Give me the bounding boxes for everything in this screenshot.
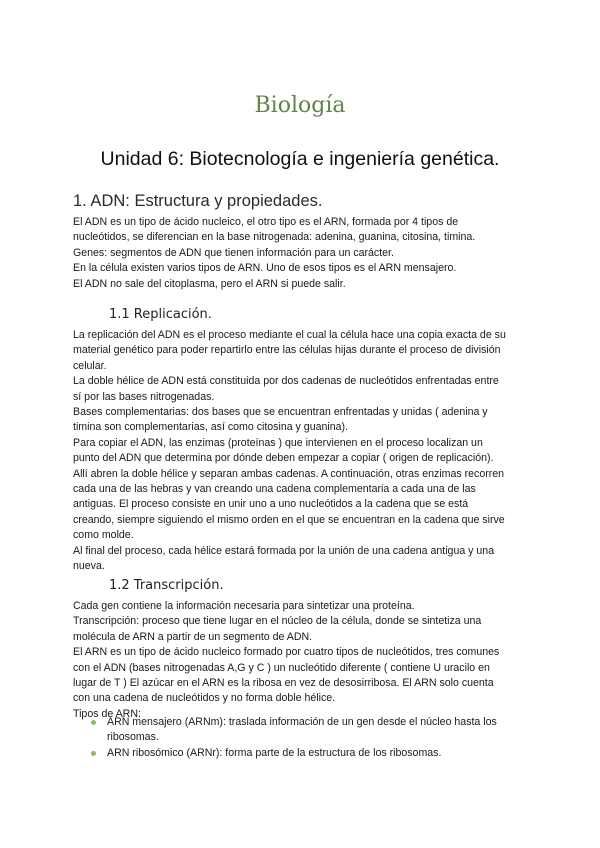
text-line: El ADN no sale del citoplasma, pero el ARN si puede salir. [73, 277, 346, 290]
text-line: ARN mensajero (ARNm): traslada información de un gen desde el núcleo hasta los [107, 716, 497, 728]
text-line: ARN ribosómico (ARNr): forma parte de la estructura de los ribosomas. [107, 746, 442, 759]
text-line: El ADN es un tipo de ácido nucleico, el otro tipo es el ARN, formada por 4 tipos de [73, 216, 459, 228]
text-line: lugar de T ) El azúcar en el ARN es la ribosa en vez de desosirribosa. El ARN solo cuenta [73, 677, 494, 690]
text-line: Transcripción: proceso que tiene lugar en el núcleo de la célula, donde se sintetiza una [73, 615, 482, 628]
list-item [91, 715, 531, 746]
section-heading-transcripcion: 1.2 Transcripción. [109, 578, 224, 593]
text-line: con el ADN (bases nitrogenadas A,G y C ) un nucleótido diferente ( contiene U uracilo en [73, 661, 490, 674]
text-line: Al final del proceso, cada hélice estará formada por la unión de una cadena antigua y una [73, 544, 495, 557]
text-line: creando, siempre siguiendo el mismo orden en el que se encuentran en la cadena que sirve [73, 513, 505, 526]
section-heading-adn: 1. ADN: Estructura y propiedades. [73, 192, 323, 210]
bullet-dot-icon [91, 751, 96, 756]
text-line: sí por las bases nitrogenadas. [73, 390, 215, 403]
text-line: antiguas. El proceso consiste en unir uno a uno nucleótidos a la cadena que se está [73, 498, 469, 511]
text-line: celular. [73, 359, 107, 372]
arn-types-list [91, 715, 531, 761]
bullet-dot-icon [91, 720, 96, 725]
text-line: nucleótidos, se diferencian en la base nitrogenada: adenina, guanina, citosina, timina. [73, 231, 476, 244]
unit-title: Unidad 6: Biotecnología e ingeniería genética. [100, 148, 500, 170]
text-line: timina son complementarias, así como citosina y guanina). [73, 421, 348, 434]
text-line: molécula de ARN a partir de un segmento de ADN. [73, 630, 313, 643]
section-adn-paragraph [73, 215, 543, 292]
list-item [91, 746, 531, 761]
text-line: Para copiar el ADN, las enzimas (proteínas ) que intervienen en el proceso localizan un [73, 436, 483, 449]
text-line: En la célula existen varios tipos de ARN. Uno de esos tipos es el ARN mensajero. [73, 262, 457, 275]
text-line: Allí abren la doble hélice y separan ambas cadenas. A continuación, otras enzimas recorren [73, 467, 505, 480]
text-line: material genético para poder repartirlo entre las células hijas durante el proceso de división [73, 344, 501, 357]
text-line: ribosomas. [107, 731, 159, 744]
text-line: punto del ADN que determina por dónde deben empezar a copiar ( origen de replicación). [73, 452, 494, 465]
section-heading-replicacion: 1.1 Replicación. [109, 307, 212, 322]
text-line: cada una de las hebras y van creando una cadena complementaria a cada una de las [73, 483, 476, 496]
text-line: como molde. [73, 529, 134, 542]
document-title: Biología [254, 93, 346, 118]
text-line: nueva. [73, 560, 105, 573]
text-line: Genes: segmentos de ADN que tienen información para un carácter. [73, 246, 394, 259]
section-replicacion-paragraph [73, 328, 543, 575]
text-line: La replicación del ADN es el proceso mediante el cual la célula hace una copia exacta de su [73, 329, 506, 341]
text-line: Bases complementarias: dos bases que se encuentran enfrentadas y unidas ( adenina y [73, 406, 488, 419]
text-line: La doble hélice de ADN está constituida por dos cadenas de nucleótidos enfrentadas entre [73, 375, 499, 388]
text-line: con una cadena de nucleótidos y no forma doble hélice. [73, 692, 336, 705]
text-line: Cada gen contiene la información necesaria para sintetizar una proteína. [73, 600, 415, 612]
text-line: Tipos de ARN: [73, 707, 141, 720]
text-line: El ARN es un tipo de ácido nucleico formado por cuatro tipos de nucleótidos, tres comunes [73, 646, 500, 659]
section-transcripcion-paragraph [73, 599, 543, 722]
